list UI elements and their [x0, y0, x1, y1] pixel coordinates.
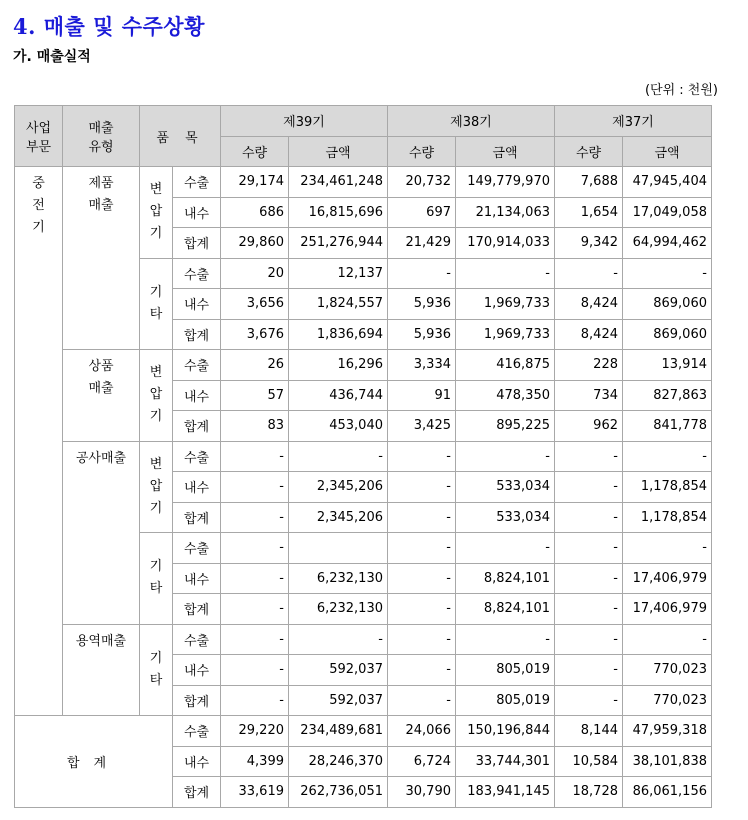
amount-cell: 533,034	[456, 472, 555, 503]
qty-cell: -	[388, 655, 456, 686]
header-amount: 금액	[623, 136, 712, 167]
amount-cell: 17,406,979	[623, 563, 712, 594]
item-name	[140, 258, 173, 350]
row-kind: 내수	[173, 655, 221, 686]
qty-cell: -	[555, 472, 623, 503]
amount-cell: -	[623, 441, 712, 472]
amount-cell: 1,969,733	[456, 319, 555, 350]
row-kind: 합계	[173, 411, 221, 442]
total-qty-cell: 8,144	[555, 716, 623, 747]
qty-cell: 697	[388, 197, 456, 228]
amount-cell: 416,875	[456, 350, 555, 381]
header-segment-line2: 부문	[25, 140, 52, 155]
amount-cell: 436,744	[289, 380, 388, 411]
qty-cell: -	[555, 655, 623, 686]
header-type	[63, 106, 140, 167]
qty-cell: 3,334	[388, 350, 456, 381]
amount-cell: -	[623, 258, 712, 289]
item-name-char: 타	[149, 306, 163, 322]
item-name-char: 압	[149, 387, 163, 403]
row-kind: 합계	[173, 502, 221, 533]
total-amount-cell: 234,489,681	[289, 716, 388, 747]
amount-cell: 13,914	[623, 350, 712, 381]
qty-cell: 734	[555, 380, 623, 411]
qty-cell: 29,174	[221, 167, 289, 198]
total-qty-cell: 29,220	[221, 716, 289, 747]
total-qty-cell: 6,724	[388, 746, 456, 777]
amount-cell: -	[289, 441, 388, 472]
header-amount: 금액	[289, 136, 388, 167]
qty-cell: 3,656	[221, 289, 289, 320]
header-qty: 수량	[388, 136, 456, 167]
amount-cell: -	[456, 258, 555, 289]
amount-cell: 64,994,462	[623, 228, 712, 259]
item-name-char: 압	[149, 478, 163, 494]
header-qty: 수량	[555, 136, 623, 167]
header-segment-line1: 사업	[25, 121, 52, 136]
item-name	[140, 441, 173, 533]
qty-cell: 7,688	[555, 167, 623, 198]
header-type-line2: 유형	[88, 140, 114, 155]
item-name	[140, 350, 173, 442]
total-qty-cell: 33,619	[221, 777, 289, 808]
amount-cell: 2,345,206	[289, 502, 388, 533]
sales-type: 제품 매출	[63, 167, 140, 350]
segment-name-char: 전	[32, 198, 45, 213]
amount-cell: 478,350	[456, 380, 555, 411]
row-kind: 합계	[173, 594, 221, 625]
section-subtitle: 가. 매출실적	[13, 49, 91, 65]
item-name-char: 변	[149, 365, 163, 381]
qty-cell: -	[221, 533, 289, 564]
qty-cell: -	[388, 563, 456, 594]
qty-cell: -	[388, 624, 456, 655]
section-title: 4. 매출 및 수주상황	[13, 14, 205, 39]
header-row	[15, 106, 712, 137]
amount-cell: 592,037	[289, 655, 388, 686]
qty-cell: 20,732	[388, 167, 456, 198]
qty-cell: -	[555, 624, 623, 655]
amount-cell: 47,945,404	[623, 167, 712, 198]
amount-cell: 1,836,694	[289, 319, 388, 350]
table-row	[15, 441, 712, 472]
qty-cell: -	[388, 258, 456, 289]
total-qty-cell: 18,728	[555, 777, 623, 808]
amount-cell: 453,040	[289, 411, 388, 442]
qty-cell: 228	[555, 350, 623, 381]
unit-label: (단위 : 천원)	[644, 83, 718, 98]
segment-name-char: 중	[32, 176, 45, 191]
row-kind: 합계	[173, 228, 221, 259]
item-name-char: 압	[149, 204, 163, 220]
qty-cell: -	[388, 533, 456, 564]
total-qty-cell: 4,399	[221, 746, 289, 777]
row-kind: 내수	[173, 289, 221, 320]
qty-cell: -	[555, 258, 623, 289]
table-row	[15, 167, 712, 198]
amount-cell: 1,178,854	[623, 502, 712, 533]
sales-type: 용역매출	[63, 624, 140, 716]
total-amount-cell: 28,246,370	[289, 746, 388, 777]
qty-cell: -	[221, 441, 289, 472]
qty-cell: -	[388, 472, 456, 503]
item-name	[140, 624, 173, 716]
row-kind: 수출	[173, 167, 221, 198]
total-qty-cell: 10,584	[555, 746, 623, 777]
amount-cell: -	[456, 533, 555, 564]
amount-cell: 6,232,130	[289, 563, 388, 594]
item-name-char: 기	[149, 650, 163, 666]
total-amount-cell: 86,061,156	[623, 777, 712, 808]
amount-cell: 1,824,557	[289, 289, 388, 320]
qty-cell: -	[388, 685, 456, 716]
amount-cell: 251,276,944	[289, 228, 388, 259]
qty-cell: -	[555, 502, 623, 533]
qty-cell: -	[221, 594, 289, 625]
qty-cell: 5,936	[388, 319, 456, 350]
row-kind: 수출	[173, 624, 221, 655]
qty-cell: 57	[221, 380, 289, 411]
qty-cell: -	[388, 594, 456, 625]
header-segment	[15, 106, 63, 167]
total-amount-cell: 150,196,844	[456, 716, 555, 747]
header-item: 품 목	[140, 106, 221, 167]
row-kind: 내수	[173, 563, 221, 594]
item-name-char: 기	[149, 559, 163, 575]
total-amount-cell: 47,959,318	[623, 716, 712, 747]
amount-cell: 12,137	[289, 258, 388, 289]
total-amount-cell: 38,101,838	[623, 746, 712, 777]
total-label: 합계	[15, 716, 173, 808]
row-kind: 내수	[173, 746, 221, 777]
qty-cell: 5,936	[388, 289, 456, 320]
amount-cell: -	[456, 441, 555, 472]
qty-cell: -	[221, 502, 289, 533]
qty-cell: -	[221, 685, 289, 716]
qty-cell: -	[388, 441, 456, 472]
amount-cell: 869,060	[623, 289, 712, 320]
qty-cell: 962	[555, 411, 623, 442]
segment-name-char: 기	[32, 220, 45, 235]
amount-cell: 6,232,130	[289, 594, 388, 625]
amount-cell: 170,914,033	[456, 228, 555, 259]
header-period-37: 제37기	[555, 106, 712, 137]
item-name-char: 기	[149, 409, 163, 425]
header-type-line1: 매출	[88, 121, 114, 136]
amount-cell: 149,779,970	[456, 167, 555, 198]
total-amount-cell: 262,736,051	[289, 777, 388, 808]
segment-name	[15, 167, 63, 716]
header-period-38: 제38기	[388, 106, 555, 137]
table-row	[15, 350, 712, 381]
total-row	[15, 716, 712, 747]
row-kind: 수출	[173, 716, 221, 747]
row-kind: 합계	[173, 685, 221, 716]
qty-cell: 20	[221, 258, 289, 289]
sales-type: 공사매출	[63, 441, 140, 624]
amount-cell: 1,969,733	[456, 289, 555, 320]
row-kind: 수출	[173, 533, 221, 564]
amount-cell: 841,778	[623, 411, 712, 442]
qty-cell: -	[555, 441, 623, 472]
amount-cell: 770,023	[623, 685, 712, 716]
row-kind: 내수	[173, 197, 221, 228]
row-kind: 합계	[173, 319, 221, 350]
qty-cell: 29,860	[221, 228, 289, 259]
table-row	[15, 624, 712, 655]
qty-cell: 3,425	[388, 411, 456, 442]
qty-cell: -	[555, 563, 623, 594]
amount-cell: 16,815,696	[289, 197, 388, 228]
qty-cell: 26	[221, 350, 289, 381]
amount-cell: 16,296	[289, 350, 388, 381]
qty-cell: 83	[221, 411, 289, 442]
amount-cell: -	[289, 624, 388, 655]
total-qty-cell: 24,066	[388, 716, 456, 747]
row-kind: 내수	[173, 472, 221, 503]
amount-cell: 869,060	[623, 319, 712, 350]
amount-cell: -	[456, 624, 555, 655]
header-period-39: 제39기	[221, 106, 388, 137]
row-kind: 수출	[173, 441, 221, 472]
row-kind: 수출	[173, 258, 221, 289]
amount-cell: 592,037	[289, 685, 388, 716]
total-amount-cell: 183,941,145	[456, 777, 555, 808]
amount-cell: -	[623, 533, 712, 564]
total-qty-cell: 30,790	[388, 777, 456, 808]
amount-cell: 8,824,101	[456, 594, 555, 625]
qty-cell: -	[221, 624, 289, 655]
qty-cell: 8,424	[555, 319, 623, 350]
qty-cell: 686	[221, 197, 289, 228]
amount-cell: 1,178,854	[623, 472, 712, 503]
qty-cell: -	[221, 655, 289, 686]
sales-table	[14, 105, 712, 808]
qty-cell: 21,429	[388, 228, 456, 259]
row-kind: 내수	[173, 380, 221, 411]
amount-cell: -	[623, 624, 712, 655]
item-name	[140, 167, 173, 259]
sales-table-body	[15, 106, 712, 808]
qty-cell: -	[221, 472, 289, 503]
amount-cell: 8,824,101	[456, 563, 555, 594]
item-name-char: 기	[149, 500, 163, 516]
amount-cell: 805,019	[456, 685, 555, 716]
item-name	[140, 533, 173, 625]
total-amount-cell: 33,744,301	[456, 746, 555, 777]
qty-cell: -	[555, 533, 623, 564]
qty-cell: 8,424	[555, 289, 623, 320]
amount-cell: 21,134,063	[456, 197, 555, 228]
amount-cell: 827,863	[623, 380, 712, 411]
amount-cell	[289, 533, 388, 564]
sales-type: 상품 매출	[63, 350, 140, 442]
amount-cell: 17,049,058	[623, 197, 712, 228]
item-name-char: 타	[149, 581, 163, 597]
header-qty: 수량	[221, 136, 289, 167]
item-name-char: 변	[149, 182, 163, 198]
row-kind: 합계	[173, 777, 221, 808]
amount-cell: 2,345,206	[289, 472, 388, 503]
amount-cell: 533,034	[456, 502, 555, 533]
qty-cell: -	[555, 594, 623, 625]
qty-cell: -	[388, 502, 456, 533]
qty-cell: -	[221, 563, 289, 594]
item-name-char: 타	[149, 672, 163, 688]
amount-cell: 17,406,979	[623, 594, 712, 625]
qty-cell: -	[555, 685, 623, 716]
qty-cell: 9,342	[555, 228, 623, 259]
item-name-char: 변	[149, 456, 163, 472]
amount-cell: 234,461,248	[289, 167, 388, 198]
item-name-char: 기	[149, 226, 163, 242]
qty-cell: 91	[388, 380, 456, 411]
amount-cell: 895,225	[456, 411, 555, 442]
item-name-char: 기	[149, 284, 163, 300]
row-kind: 수출	[173, 350, 221, 381]
header-amount: 금액	[456, 136, 555, 167]
qty-cell: 1,654	[555, 197, 623, 228]
amount-cell: 805,019	[456, 655, 555, 686]
qty-cell: 3,676	[221, 319, 289, 350]
amount-cell: 770,023	[623, 655, 712, 686]
